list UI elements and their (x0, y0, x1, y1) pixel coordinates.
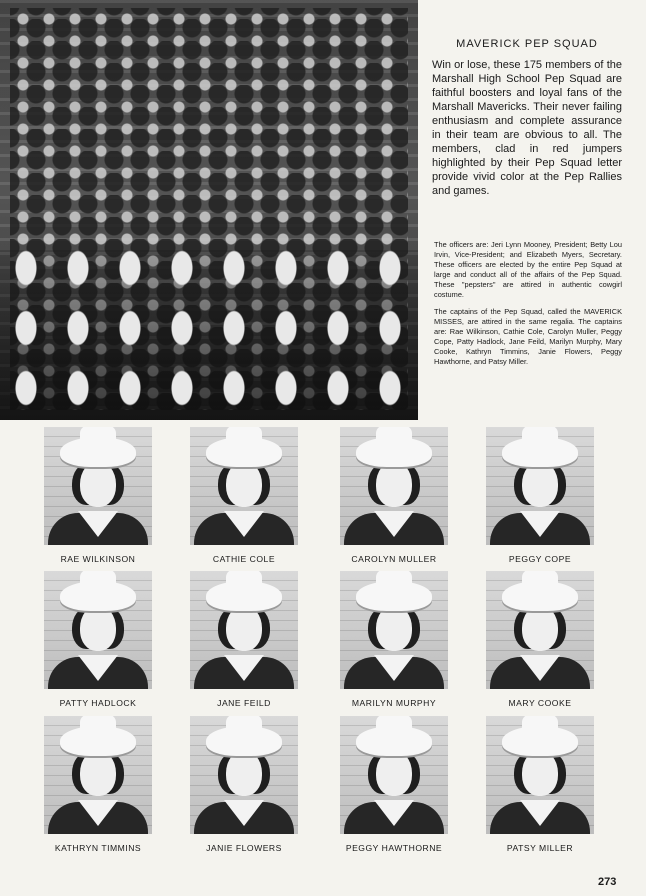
portrait-photo (486, 427, 594, 545)
portrait-name: MARILYN MURPHY (351, 698, 437, 708)
portrait-name: PATSY MILLER (506, 843, 574, 853)
portrait-photo (486, 716, 594, 834)
portrait-photo (486, 571, 594, 689)
portrait-name: CAROLYN MULLER (351, 554, 437, 564)
portrait-photo (190, 571, 298, 689)
captains-paragraph: The captains of the Pep Squad, called the MAVERICK MISSES, are attired in the same regalia. The captains are: Rae Wilkinson, Cathie Cole, Carolyn Muller, Peggy Cope, Patty Hadlock, Jane Feild, Marilyn Murphy, Mary Cooke, Kathryn Timmins, Janie Flowers, Peggy Hawthorne, and Patsy Miller. (434, 307, 622, 366)
portrait-card (44, 716, 152, 853)
portrait-photo (44, 427, 152, 545)
portrait-photo (340, 716, 448, 834)
page-number: 273 (598, 876, 617, 888)
portrait-card (340, 716, 448, 853)
officers-paragraph: The officers are: Jeri Lynn Mooney, President; Betty Lou Irvin, Vice-President; and Elizabeth Myers, Secretary. These officers are elected by the entire Pep Squad at large and conduct all of the affairs of the Pep Squad. These "pepsters" are attired in authentic cowgirl costume. (434, 240, 622, 299)
portrait-name: PEGGY COPE (508, 554, 572, 564)
portrait-card (190, 716, 298, 853)
portrait-name: JANIE FLOWERS (206, 843, 282, 853)
portrait-card (190, 571, 298, 708)
portrait-card (190, 427, 298, 564)
portrait-card (340, 571, 448, 708)
portrait-card (340, 427, 448, 564)
portrait-name: MARY COOKE (508, 698, 572, 708)
portrait-name: RAE WILKINSON (60, 554, 136, 564)
portrait-name: PEGGY HAWTHORNE (345, 843, 443, 853)
portrait-card (486, 427, 594, 564)
portrait-photo (44, 571, 152, 689)
portrait-photo (44, 716, 152, 834)
portrait-photo (340, 571, 448, 689)
portrait-card (486, 571, 594, 708)
portrait-name: KATHRYN TIMMINS (54, 843, 142, 853)
portrait-photo (190, 716, 298, 834)
article-heading: MAVERICK PEP SQUAD (456, 38, 598, 50)
portrait-photo (340, 427, 448, 545)
portrait-photo (190, 427, 298, 545)
portrait-name: PATTY HADLOCK (59, 698, 137, 708)
portrait-card (44, 427, 152, 564)
article-intro: Win or lose, these 175 members of the Marshall High School Pep Squad are faithful boosters and loyal fans of the Marshall Mavericks. Their never failing enthusiasm and complete assurance in their team are obvious to all. The members, clad in red jumpers highlighted by their Pep Squad letter provide vivid color at the Pep Rallies and games. (432, 59, 622, 197)
portrait-name: JANE FEILD (217, 698, 271, 708)
portrait-card (486, 716, 594, 853)
portrait-name: CATHIE COLE (212, 554, 276, 564)
portrait-card (44, 571, 152, 708)
